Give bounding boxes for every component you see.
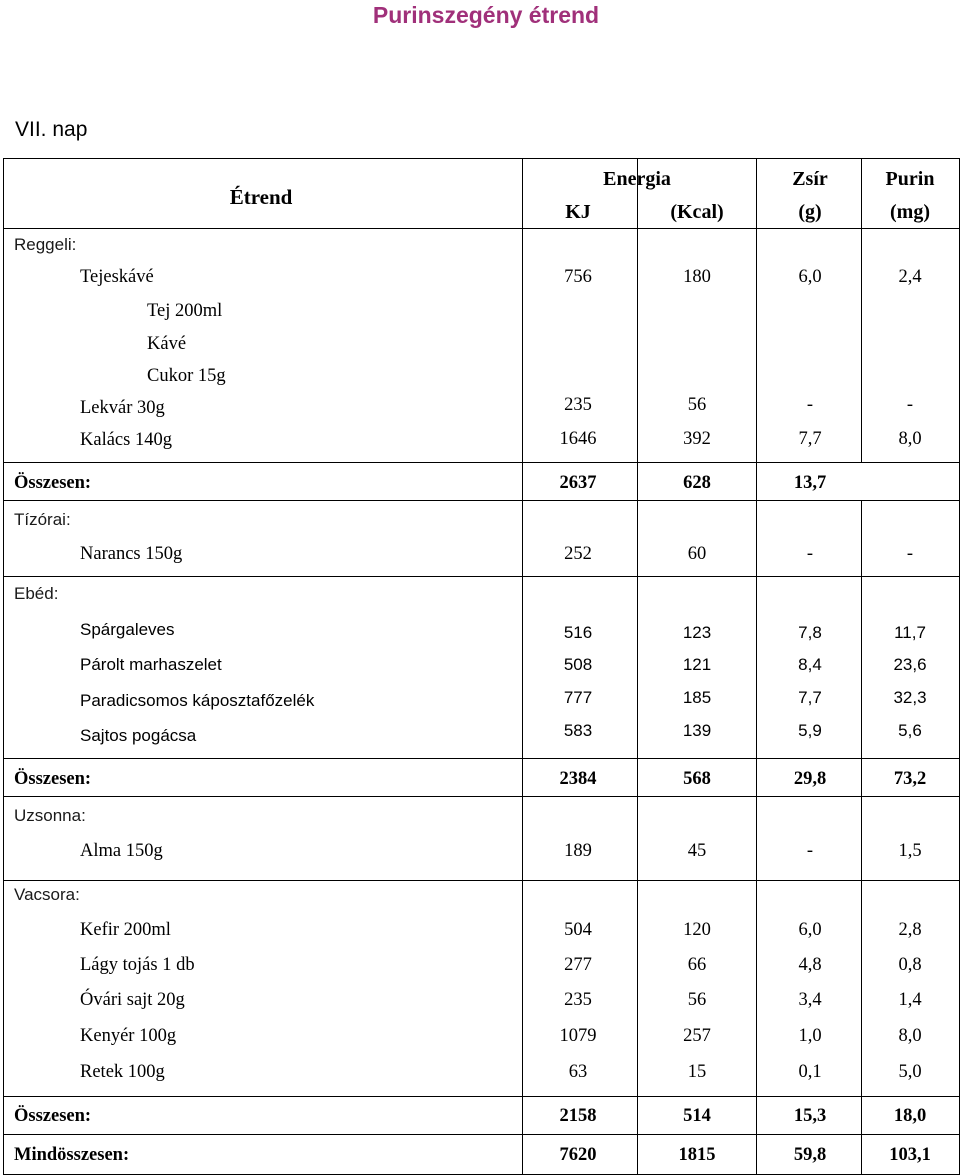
header-purin: Purin bbox=[885, 168, 935, 190]
item-kcal: 123 bbox=[682, 623, 712, 642]
item-kcal: 15 bbox=[687, 1062, 707, 1082]
item-kj: 777 bbox=[563, 688, 593, 707]
item-zsir: 0,1 bbox=[798, 1062, 822, 1082]
total-kj: 2637 bbox=[559, 473, 597, 493]
row-divider bbox=[3, 880, 960, 881]
total-kcal: 628 bbox=[683, 473, 711, 493]
item-zsir: 6,0 bbox=[798, 267, 822, 287]
item-purin: 23,6 bbox=[893, 655, 927, 674]
item-zsir: - bbox=[806, 395, 814, 415]
item-name: Spárgaleves bbox=[80, 620, 175, 639]
item-zsir: - bbox=[806, 841, 814, 861]
header-purin-unit: (mg) bbox=[890, 201, 930, 223]
item-kj: 504 bbox=[564, 920, 592, 940]
col-divider bbox=[861, 158, 862, 462]
header-kj: KJ bbox=[565, 201, 591, 223]
item-purin: 2,4 bbox=[898, 267, 922, 287]
page-title: Purinszegény étrend bbox=[372, 2, 600, 28]
item-purin: - bbox=[906, 395, 914, 415]
item-kcal: 56 bbox=[687, 990, 707, 1010]
item-purin: 1,4 bbox=[898, 990, 922, 1010]
row-divider bbox=[3, 796, 960, 797]
col-divider bbox=[522, 158, 523, 1174]
item-kj: 1079 bbox=[559, 1026, 597, 1046]
item-kj: 235 bbox=[564, 395, 592, 415]
col-divider bbox=[756, 158, 757, 1174]
item-kj: 583 bbox=[563, 721, 593, 740]
item-kcal: 257 bbox=[683, 1026, 711, 1046]
item-kj: 756 bbox=[564, 267, 592, 287]
item-name: Cukor 15g bbox=[147, 366, 226, 386]
item-name: Párolt marhaszelet bbox=[80, 655, 222, 674]
table-border-left bbox=[3, 158, 4, 1174]
col-divider bbox=[861, 500, 862, 1174]
item-purin: 11,7 bbox=[894, 623, 926, 642]
section-label-tizorai: Tízórai: bbox=[14, 510, 71, 529]
item-name: Lágy tojás 1 db bbox=[80, 955, 195, 975]
grand-total-zsir: 59,8 bbox=[793, 1145, 827, 1165]
total-purin: 73,2 bbox=[893, 769, 927, 789]
item-kj: 516 bbox=[563, 623, 593, 642]
item-name: Kenyér 100g bbox=[80, 1026, 177, 1046]
item-kcal: 120 bbox=[683, 920, 711, 940]
table-border-bottom bbox=[3, 1174, 960, 1175]
item-kcal: 121 bbox=[682, 655, 712, 674]
item-name: Kávé bbox=[147, 334, 187, 354]
item-zsir: 7,7 bbox=[798, 429, 822, 449]
section-label-uzsonna: Uzsonna: bbox=[14, 806, 86, 825]
header-kcal: (Kcal) bbox=[670, 201, 724, 223]
item-name: Paradicsomos káposztafőzelék bbox=[80, 691, 315, 710]
section-label-reggeli: Reggeli: bbox=[14, 235, 77, 254]
item-kcal: 56 bbox=[687, 395, 707, 415]
row-divider bbox=[3, 500, 960, 501]
item-kj: 1646 bbox=[559, 429, 597, 449]
item-name: Narancs 150g bbox=[80, 544, 183, 564]
item-purin: 8,0 bbox=[898, 429, 922, 449]
grand-total-label: Mindösszesen: bbox=[14, 1145, 130, 1165]
item-name: Tejeskávé bbox=[80, 267, 154, 287]
item-purin: 2,8 bbox=[898, 920, 922, 940]
item-zsir: 6,0 bbox=[798, 920, 822, 940]
item-kcal: 66 bbox=[687, 955, 707, 975]
header-zsir-unit: (g) bbox=[798, 201, 822, 223]
item-name: Lekvár 30g bbox=[80, 398, 165, 418]
item-purin: 1,5 bbox=[898, 841, 922, 861]
item-zsir: - bbox=[806, 544, 814, 564]
row-divider bbox=[3, 758, 960, 759]
table-border-top bbox=[3, 158, 960, 159]
row-divider bbox=[3, 576, 960, 577]
section-label-vacsora: Vacsora: bbox=[14, 885, 80, 904]
item-kj: 508 bbox=[563, 655, 593, 674]
total-label: Összesen: bbox=[14, 769, 92, 789]
item-name: Sajtos pogácsa bbox=[80, 726, 197, 745]
item-zsir: 7,8 bbox=[798, 623, 822, 642]
col-divider bbox=[637, 158, 638, 1174]
total-kj: 2158 bbox=[559, 1106, 597, 1126]
item-kj: 189 bbox=[564, 841, 592, 861]
total-purin: 18,0 bbox=[893, 1106, 927, 1126]
item-purin: 5,6 bbox=[898, 721, 922, 740]
row-divider bbox=[3, 462, 960, 463]
item-zsir: 1,0 bbox=[798, 1026, 822, 1046]
item-kj: 63 bbox=[568, 1062, 588, 1082]
row-divider bbox=[3, 1134, 960, 1135]
day-heading: VII. nap bbox=[15, 118, 88, 141]
total-label: Összesen: bbox=[14, 1106, 92, 1126]
item-zsir: 3,4 bbox=[798, 990, 822, 1010]
item-kj: 277 bbox=[564, 955, 592, 975]
item-kj: 235 bbox=[564, 990, 592, 1010]
item-name: Óvári sajt 20g bbox=[80, 990, 185, 1010]
total-zsir: 13,7 bbox=[793, 473, 827, 493]
header-zsir: Zsír bbox=[792, 168, 828, 190]
item-name: Kefir 200ml bbox=[80, 920, 171, 940]
item-purin: 32,3 bbox=[893, 688, 927, 707]
item-kcal: 139 bbox=[682, 721, 712, 740]
grand-total-kj: 7620 bbox=[559, 1145, 597, 1165]
total-kj: 2384 bbox=[559, 769, 597, 789]
item-zsir: 7,7 bbox=[798, 688, 822, 707]
item-name: Kalács 140g bbox=[80, 430, 172, 450]
item-kj: 252 bbox=[564, 544, 592, 564]
grand-total-purin: 103,1 bbox=[889, 1145, 931, 1165]
item-kcal: 180 bbox=[683, 267, 711, 287]
total-kcal: 568 bbox=[683, 769, 711, 789]
item-purin: 0,8 bbox=[898, 955, 922, 975]
item-zsir: 8,4 bbox=[798, 655, 822, 674]
total-zsir: 29,8 bbox=[793, 769, 827, 789]
item-name: Alma 150g bbox=[80, 841, 163, 861]
item-kcal: 60 bbox=[687, 544, 707, 564]
total-kcal: 514 bbox=[683, 1106, 711, 1126]
item-kcal: 185 bbox=[682, 688, 712, 707]
item-kcal: 392 bbox=[683, 429, 711, 449]
item-purin: - bbox=[906, 544, 914, 564]
item-purin: 8,0 bbox=[898, 1026, 922, 1046]
total-label: Összesen: bbox=[14, 473, 92, 493]
item-kcal: 45 bbox=[687, 841, 707, 861]
item-name: Tej 200ml bbox=[147, 301, 223, 321]
section-label-ebed: Ebéd: bbox=[14, 584, 59, 603]
header-energia: Energia bbox=[603, 168, 671, 190]
grand-total-kcal: 1815 bbox=[678, 1145, 716, 1165]
total-zsir: 15,3 bbox=[793, 1106, 827, 1126]
row-divider bbox=[3, 228, 960, 229]
item-purin: 5,0 bbox=[898, 1062, 922, 1082]
header-etrend: Étrend bbox=[229, 185, 293, 209]
row-divider bbox=[3, 1096, 960, 1097]
item-zsir: 5,9 bbox=[798, 721, 822, 740]
item-zsir: 4,8 bbox=[798, 955, 822, 975]
item-name: Retek 100g bbox=[80, 1062, 165, 1082]
